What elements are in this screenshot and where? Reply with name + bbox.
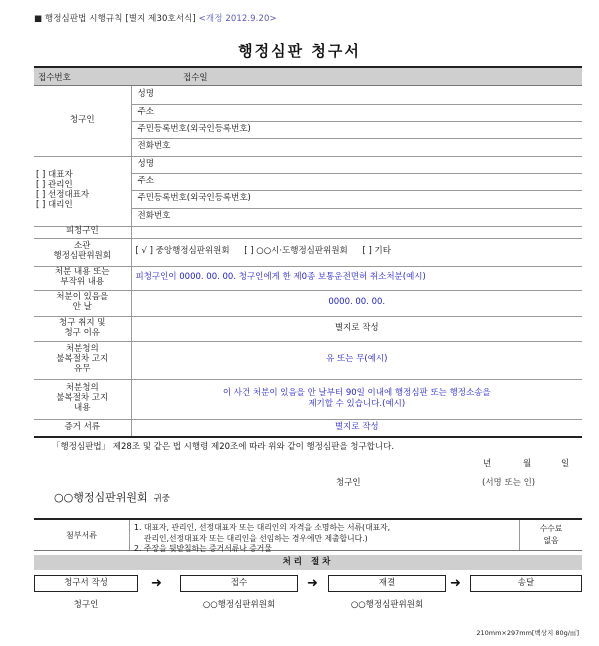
actor-claimant: 청구인 bbox=[73, 600, 99, 610]
rep-id-field[interactable]: 주민등록번호(외국인등록번호) bbox=[131, 190, 582, 208]
appeal-notice-status-value[interactable]: 유 또는 무(예시) bbox=[131, 341, 582, 379]
document-title: 행정심판 청구서 bbox=[238, 42, 361, 60]
signature-claimant-label: 청구인 bbox=[336, 478, 361, 488]
fee-value: 없음 bbox=[543, 536, 559, 545]
claim-purpose-value[interactable]: 별지로 작성 bbox=[131, 316, 582, 341]
rep-option-representative[interactable]: [ ] 대표자 bbox=[36, 170, 73, 181]
attachments-line-2: 관리인,선정대표자 또는 대리인을 선임하는 경우에만 제출합니다.) bbox=[134, 533, 368, 543]
statement-law-text: 「행정심판법」 제28조 및 같은 법 시행령 제20조에 따라 위와 같이 행정심판을 청구합니다. bbox=[52, 442, 395, 452]
claimant-phone-field[interactable]: 전화번호 bbox=[131, 138, 582, 156]
addressee-suffix: 귀중 bbox=[153, 494, 171, 504]
committee-option-other[interactable]: [ ] 기타 bbox=[362, 246, 391, 257]
claim-statement bbox=[34, 440, 582, 469]
receipt-date-label: 접수일 bbox=[183, 72, 208, 83]
disposition-known-date-label: 처분이 있음을 안 날 bbox=[34, 290, 131, 316]
fee-label: 수수료 bbox=[539, 524, 563, 534]
claimant-name-field[interactable]: 성명 bbox=[131, 86, 582, 104]
actor-committee-ruling: ○○행정심판위원회 bbox=[350, 600, 424, 610]
process-actors bbox=[34, 598, 582, 610]
day-label: 일 bbox=[561, 459, 570, 469]
arrow-right-icon: ➜ bbox=[151, 576, 162, 591]
step-ruling: 재결 bbox=[328, 575, 446, 592]
respondent-label: 피청구인 bbox=[34, 226, 131, 238]
attachments-label: 첨부서류 bbox=[34, 520, 130, 550]
representative-type-selector[interactable] bbox=[34, 156, 131, 226]
claim-table bbox=[34, 86, 582, 438]
actor-committee-receipt: ○○행정심판위원회 bbox=[202, 600, 276, 610]
receipt-bar bbox=[34, 66, 582, 86]
committee-options bbox=[131, 238, 582, 266]
rep-option-manager[interactable]: [ ] 관리인 bbox=[36, 180, 73, 191]
receipt-number-label: 접수번호 bbox=[38, 72, 71, 83]
form-reference: ■ 행정심판법 시행규칙 [별지 제30호서식] bbox=[34, 14, 196, 24]
paper-spec: 210mm×297mm[백상지 80g/㎡] bbox=[476, 629, 579, 637]
addressee bbox=[54, 489, 170, 505]
appeal-notice-content-label: 처분청의 불복절차 고지 내용 bbox=[34, 379, 131, 419]
arrow-right-icon: ➜ bbox=[450, 576, 461, 591]
form-reference-note bbox=[34, 12, 277, 24]
evidence-value[interactable]: 별지로 작성 bbox=[131, 419, 582, 437]
committee-option-central[interactable]: [ √ ] 중앙행정심판위원회 bbox=[135, 246, 230, 257]
attachments-box bbox=[34, 518, 582, 554]
disposition-content-value[interactable]: 피청구인이 0000. 00. 00. 청구인에게 한 제0종 보통운전면허 취소처분(예시) bbox=[131, 266, 582, 290]
step-delivery: 송달 bbox=[470, 575, 582, 592]
process-flow bbox=[34, 575, 582, 592]
committee-option-city[interactable]: [ ] ○○시·도행정심판위원회 bbox=[244, 246, 348, 257]
step-write-claim: 청구서 작성 bbox=[34, 575, 138, 592]
process-heading: 처리 절차 bbox=[34, 555, 582, 570]
rep-phone-field[interactable]: 전화번호 bbox=[131, 208, 582, 226]
claimant-label: 청구인 bbox=[34, 86, 131, 156]
disposition-known-date-value[interactable]: 0000. 00. 00. bbox=[131, 290, 582, 316]
rep-address-field[interactable]: 주소 bbox=[131, 173, 582, 190]
month-label: 월 bbox=[523, 459, 532, 469]
addressee-committee: ○○행정심판위원회 bbox=[54, 491, 148, 504]
appeal-notice-content-value[interactable]: 이 사건 처분이 있음을 안 날부터 90일 이내에 행정심판 또는 행정소송을 제기할 수 있습니다.(예시) bbox=[131, 379, 582, 419]
respondent-field[interactable] bbox=[131, 226, 582, 238]
signature-hint[interactable]: (서명 또는 인) bbox=[482, 478, 536, 488]
attachments-line-3: 2. 주장을 뒷받침하는 증거서류나 증거물 bbox=[134, 544, 272, 554]
year-label: 년 bbox=[483, 459, 492, 469]
committee-label: 소관 행정심판위원회 bbox=[34, 238, 131, 266]
rep-option-agent[interactable]: [ ] 대리인 bbox=[36, 199, 73, 210]
step-receipt: 접수 bbox=[180, 575, 298, 592]
rep-option-selected-rep[interactable]: [ ] 선정대표자 bbox=[36, 190, 90, 200]
arrow-right-icon: ➜ bbox=[307, 576, 318, 591]
attachments-description bbox=[130, 520, 520, 554]
claimant-address-field[interactable]: 주소 bbox=[131, 104, 582, 121]
rep-name-field[interactable]: 성명 bbox=[131, 156, 582, 173]
appeal-notice-status-label: 처분청의 불복절차 고지 유무 bbox=[34, 341, 131, 379]
disposition-content-label: 처분 내용 또는 부작위 내용 bbox=[34, 266, 131, 290]
evidence-label: 증거 서류 bbox=[34, 419, 131, 437]
claim-form bbox=[34, 66, 582, 438]
claimant-id-field[interactable]: 주민등록번호(외국인등록번호) bbox=[131, 121, 582, 138]
attachments-line-1: 1. 대표자, 관리인, 선정대표자 또는 대리인의 자격을 소명하는 서류(대표자, bbox=[134, 523, 391, 532]
fee-box bbox=[520, 520, 582, 550]
revision-date: <개정 2012.9.20> bbox=[198, 14, 277, 24]
claim-purpose-label: 청구 취지 및 청구 이유 bbox=[34, 316, 131, 341]
